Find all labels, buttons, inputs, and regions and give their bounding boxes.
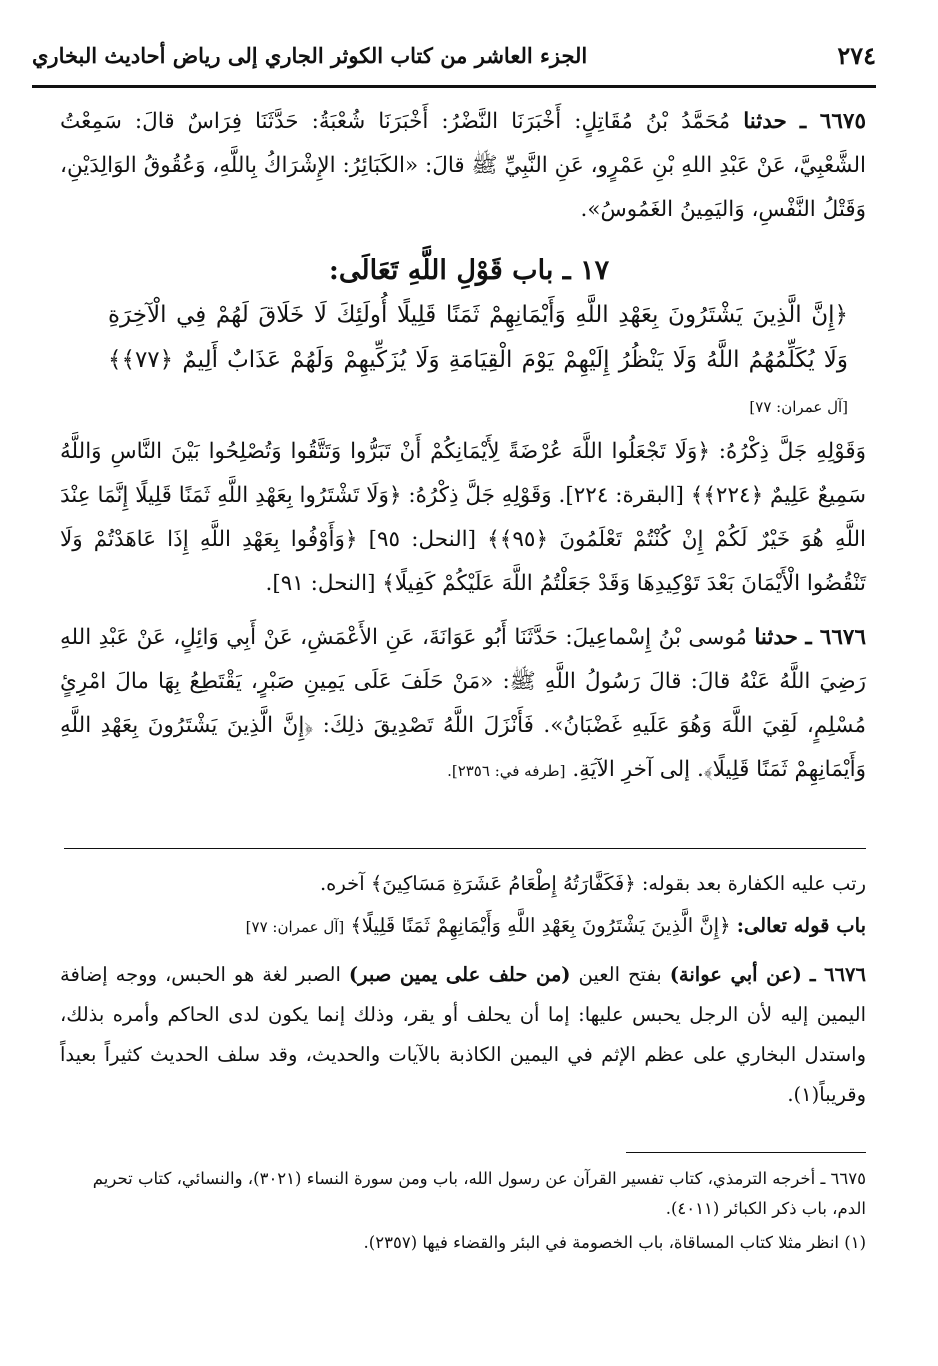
narration-marker: حدثنا	[754, 625, 798, 650]
commentary-text-1: بفتح العين	[578, 963, 662, 986]
footnote-1: (١) انظر مثلا كتاب المساقاة، باب الخصومة في البئر والقضاء فيها (٢٣٥٧).	[363, 1233, 866, 1252]
commentary-quote-1: (عن أبي عوانة)	[669, 963, 802, 986]
quran-verse: ﴿إِنَّ الَّذِينَ يَشْتَرُونَ بِعَهْدِ اللَّهِ وَأَيْمَانِهِمْ ثَمَنًا قَلِيلًا أُولَئِكَ لَا خَلَاقَ لَهُمْ فِي الْآخِرَةِ وَلَا يُكَلِّمُهُمُ اللَّهُ وَلَا يَنْظُرُ إِلَيْهِمْ يَوْمَ الْقِيَامَةِ وَلَا يُزَكِّيهِمْ وَلَهُمْ عَذَابٌ أَلِيمٌ ﴿٧٧﴾﴾	[108, 302, 848, 373]
running-title: الجزء العاشر من كتاب الكوثر الجاري إلى رياض أحاديث البخاري	[32, 43, 588, 68]
cross-reference: [طرفه في: ٢٣٥٦].	[447, 762, 566, 780]
page-number: ٢٧٤	[837, 41, 876, 70]
commentary-number: ٦٦٧٦ ـ	[809, 963, 867, 986]
commentary-chapter-ref: [آل عمران: ٧٧]	[245, 918, 345, 936]
hadith-text: مُحَمَّدُ بْنُ مُقَاتِلٍ: أَخْبَرَنَا النَّضْرُ: أَخْبَرَنَا شُعْبَةُ: حَدَّثَنَا فِرَاسٌ قالَ: سَمِعْتُ الشَّعْبِيَّ، عَنْ عَبْدِ اللهِ بْنِ عَمْرٍو، عَنِ النَّبِيِّ ﷺ قالَ: «الكَبَائِرُ: الإِشْرَاكُ بِاللَّهِ، وَعُقُوقُ الوَالِدَيْنِ، وَقَتْلُ النَّفْسِ، وَاليَمِينُ الغَمُوسُ».	[60, 109, 866, 222]
narration-marker: حدثنا	[743, 109, 787, 134]
hadith-number: ٦٦٧٦ ـ	[805, 625, 866, 650]
footnote-separator	[626, 1152, 866, 1153]
commentary	[60, 864, 866, 1115]
commentary-chapter-label: باب قوله تعالى:	[736, 914, 866, 937]
hadith-6676	[60, 616, 866, 793]
commentary-chapter-verse: ﴿إِنَّ الَّذِينَ يَشْتَرُونَ بِعَهْدِ اللَّهِ وَأَيْمَانِهِمْ ثَمَنًا قَلِيلًا﴾	[350, 914, 731, 937]
footnote-6675: ٦٦٧٥ ـ أخرجه الترمذي، كتاب تفسير القرآن عن رسول الله، باب ومن سورة النساء (٣٠٢١)، والنسائي، كتاب تحريم الدم، باب ذكر الكبائر (٤٠١١).	[92, 1169, 866, 1218]
commentary-line: رتب عليه الكفارة بعد بقوله: ﴿فَكَفَّارَتُهُ إِطْعَامُ عَشَرَةِ مَسَاكِينَ﴾ آخره.	[319, 872, 866, 895]
hadith-number: ٦٦٧٥ ـ	[799, 109, 866, 134]
hadith-6675	[60, 100, 866, 232]
continuation-text: وَقَوْلِهِ جَلَّ ذِكْرُهُ: ﴿وَلَا تَجْعَلُوا اللَّهَ عُرْضَةً لِأَيْمَانِكُمْ أَنْ تَبَرُّوا وَتَتَّقُوا وَتُصْلِحُوا بَيْنَ النَّاسِ وَاللَّهُ سَمِيعٌ عَلِيمٌ ﴿٢٢٤﴾﴾ [البقرة: ٢٢٤]. وَقَوْلِهِ جَلَّ ذِكْرُهُ: ﴿وَلَا تَشْتَرُوا بِعَهْدِ اللَّهِ ثَمَنًا قَلِيلًا إِنَّمَا عِنْدَ اللَّهِ هُوَ خَيْرٌ لَكُمْ إِنْ كُنْتُمْ تَعْلَمُونَ ﴿٩٥﴾﴾ [النحل: ٩٥] ﴿وَأَوْفُوا بِعَهْدِ اللَّهِ إِذَا عَاهَدْتُمْ وَلَا تَنْقُضُوا الْأَيْمَانَ بَعْدَ تَوْكِيدِهَا وَقَدْ جَعَلْتُمُ اللَّهَ عَلَيْكُمْ كَفِيلًا﴾ [النحل: ٩١].	[60, 439, 866, 596]
chapter-continuation	[60, 430, 866, 606]
chapter-title: ١٧ ـ باب قَوْلِ اللَّهِ تَعَالَى:	[328, 255, 610, 286]
commentary-text-2: الصبر لغة هو الحبس، ووجه إضافة اليمين إليه لأن الرجل يحبس عليها: إما أن يحلف أو يقر، وذلك إنما يكون لدى الحاكم وأمره بذلك، واستدل البخاري على عظم الإثم في اليمين الكاذبة بالآيات والحديث، وقد سلف الحديث كثيراً بعيداً وقريباً(١).	[60, 963, 866, 1106]
footnotes	[60, 1164, 866, 1258]
verse-reference: [آل عمران: ٧٧]	[749, 398, 848, 416]
hadith-text: مُوسى بْنُ إِسْماعِيلَ: حَدَّثَنَا أَبُو عَوَانَةَ، عَنِ الأَعْمَشِ، عَنْ أَبِي وَائِلٍ، عَنْ عَبْدِ اللهِ رَضِيَ اللَّهُ عَنْهُ قالَ: قالَ رَسُولُ اللَّهِ ﷺ: «مَنْ حَلَفَ عَلَى يَمِينِ صَبْرٍ، يَقْتَطِعُ بِهَا مالَ امْرِئٍ مُسْلِمٍ، لَقِيَ اللَّهَ وَهُوَ عَلَيهِ غَضْبَانُ». فَأَنْزَلَ اللَّهُ تَصْدِيقَ ذلِكَ: ﴿إِنَّ الَّذِينَ يَشْتَرُونَ بِعَهْدِ اللَّهِ وَأَيْمَانِهِمْ ثَمَنًا قَلِيلًا﴾. إلى آخرِ الآيَةِ.	[60, 625, 866, 782]
commentary-quote-2: (من حلف على يمين صبر)	[348, 963, 571, 986]
chapter-verse-block	[108, 293, 848, 430]
page-header	[32, 26, 876, 88]
commentary-separator	[64, 848, 866, 849]
